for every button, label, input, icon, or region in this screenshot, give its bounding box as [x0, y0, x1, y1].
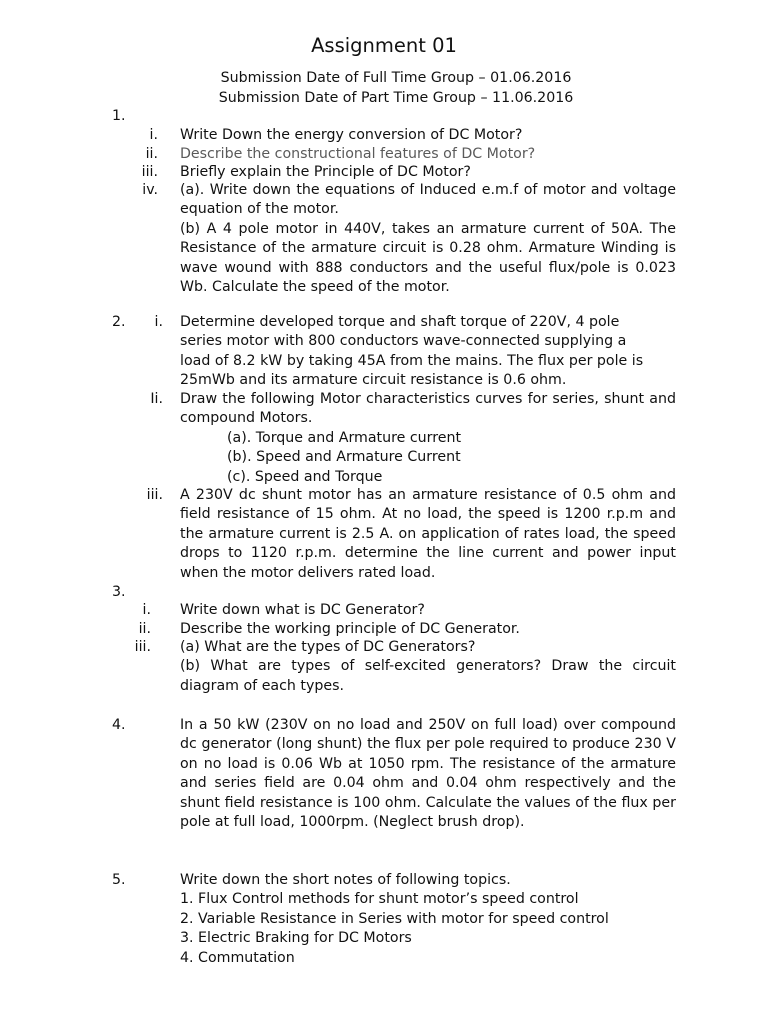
q3-item-i-marker: i. — [142, 602, 151, 618]
question-1-number: 1. — [112, 108, 126, 124]
q1-item-iv-part-b: (b) A 4 pole motor in 440V, takes an armature current of 50A. The Resistance of the armature circuit is 0.28 ohm. Armature Winding is wave wound with 888 conductors and the useful flux/pole is 0.023 Wb. Calculate the speed of the motor. — [180, 220, 676, 296]
q1-item-ii-marker: ii. — [145, 146, 158, 162]
q1-item-i-marker: i. — [149, 127, 158, 143]
q3-item-iii-marker: iii. — [134, 639, 151, 655]
q5-block — [180, 871, 676, 968]
q5-topic-1: 1. Flux Control methods for shunt motor’s speed control — [180, 891, 579, 908]
q2-item-ii-block — [180, 390, 676, 487]
q2-curve-speed-armature: (b). Speed and Armature Current — [227, 449, 461, 466]
q3-item-iii-part-a: (a) What are the types of DC Generators? — [180, 639, 476, 655]
q4-text: In a 50 kW (230V on no load and 250V on full load) over compound dc generator (long shunt) the flux per pole required to produce 230 V on no load is 0.06 Wb at 1050 rpm. The resistance of the armature and series field are 0.04 ohm and 0.04 ohm respectively and the shunt field resistance is 100 ohm. Calculate the values of the flux per pole at full load, 1000rpm. (Neglect brush drop). — [180, 717, 676, 831]
q1-item-ii-text: Describe the constructional features of DC Motor? — [180, 146, 536, 162]
question-5-number: 5. — [112, 872, 126, 888]
q1-item-iii-text: Briefly explain the Principle of DC Motor? — [180, 164, 471, 180]
question-4-number: 4. — [112, 717, 126, 733]
q5-topic-4: 4. Commutation — [180, 949, 295, 966]
q1-item-i-text: Write Down the energy conversion of DC Motor? — [180, 127, 523, 143]
q2-curve-speed-torque: (c). Speed and Torque — [227, 468, 383, 485]
question-2-number: 2. — [112, 314, 126, 330]
q1-item-iv-part-a: (a). Write down the equations of Induced e.m.f of motor and voltage equation of the motor. — [180, 182, 676, 218]
q1-item-iii-marker: iii. — [141, 164, 158, 180]
q2-item-ii-marker: Ii. — [150, 391, 163, 407]
q3-item-iii-block — [180, 638, 676, 696]
q2-item-ii-text: Draw the following Motor characteristics curves for series, shunt and compound Motors. — [180, 391, 676, 427]
q2-item-iii-text: A 230V dc shunt motor has an armature resistance of 0.5 ohm and field resistance of 15 ohm. At no load, the speed is 1200 r.p.m and the armature current is 2.5 A. on application of rates load, the speed drops to 1120 r.p.m. determine the line current and power input when the motor delivers rated load. — [180, 487, 676, 581]
page-title: Assignment 01 — [311, 34, 457, 57]
q2-item-i-text: Determine developed torque and shaft torque of 220V, 4 pole series motor with 800 conductors wave-connected supplying a load of 8.2 kW by taking 45A from the mains. The flux per pole is 25mWb and its armature circuit resistance is 0.6 ohm. — [180, 314, 644, 389]
q2-item-i-marker: i. — [154, 314, 163, 330]
q3-item-i-text: Write down what is DC Generator? — [180, 602, 425, 618]
question-3-number: 3. — [112, 584, 126, 600]
q3-item-ii-marker: ii. — [138, 621, 151, 637]
q2-curve-torque-armature: (a). Torque and Armature current — [227, 429, 462, 446]
q5-intro: Write down the short notes of following topics. — [180, 872, 511, 888]
q5-topic-3: 3. Electric Braking for DC Motors — [180, 930, 412, 947]
q3-item-iii-part-b: (b) What are types of self-excited generators? Draw the circuit diagram of each types. — [180, 658, 676, 694]
q2-item-iii-marker: iii. — [146, 487, 163, 503]
submission-date-full-time: Submission Date of Full Time Group – 01.06.2016 — [220, 70, 572, 86]
q1-item-iv-marker: iv. — [142, 182, 158, 198]
q3-item-ii-text: Describe the working principle of DC Generator. — [180, 621, 520, 637]
submission-date-part-time: Submission Date of Part Time Group – 11.06.2016 — [218, 90, 574, 106]
q1-item-iv-block — [180, 181, 676, 297]
q5-topic-2: 2. Variable Resistance in Series with motor for speed control — [180, 910, 609, 927]
